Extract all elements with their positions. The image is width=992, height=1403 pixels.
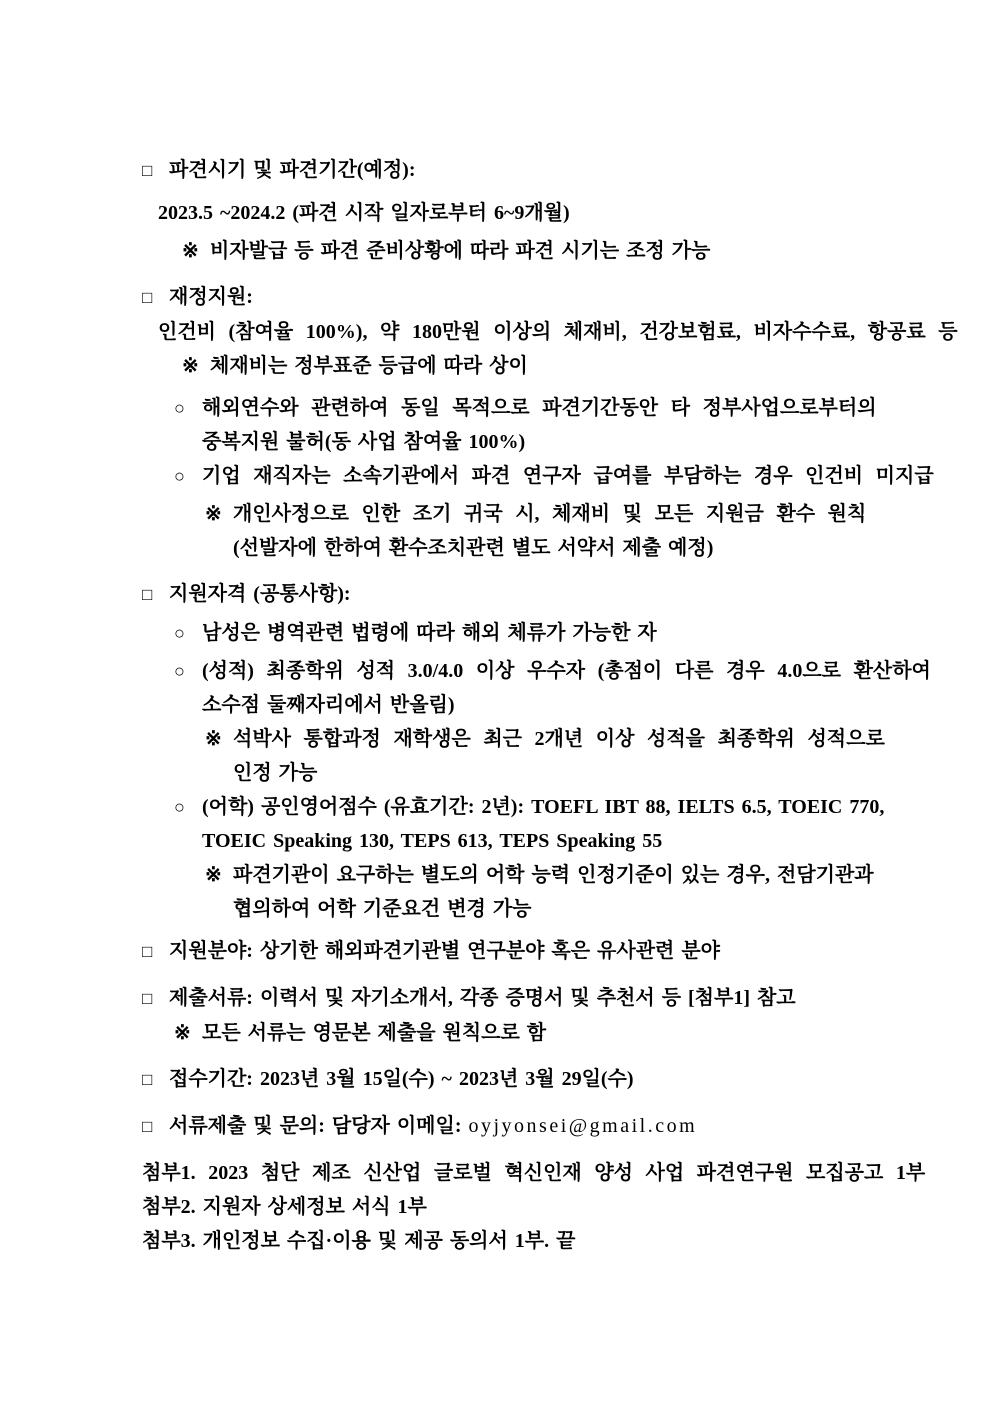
attachment-1-text: 첨부1. 2023 첨단 제조 신산업 글로벌 혁신인재 양성 사업 파견연구원 모집공고 1부: [142, 1162, 926, 1184]
bullet-square: □: [142, 288, 153, 307]
line-recognition-text: 인정 가능: [233, 762, 318, 784]
line-gpa-rounding-text: 소수점 둘째자리에서 반올림): [202, 694, 455, 716]
note-stay-expense-text: 체재비는 정부표준 등급에 따라 상이: [210, 355, 528, 377]
heading-qualification: [142, 577, 864, 612]
item-company-employee-text: 기업 재직자는 소속기관에서 파견 연구자 급여를 부담하는 경우 인건비 미지급: [202, 465, 934, 487]
heading-contact: [142, 1109, 864, 1144]
line-dispatch-dates-text: 2023.5 ~2024.2 (파견 시작 일자로부터 6~9개월): [158, 202, 570, 224]
contact-email: oyjyonsei@gmail.com: [468, 1115, 698, 1137]
item-overseas-training: [174, 391, 877, 425]
item-language-text: (어학) 공인영어점수 (유효기간: 2년): TOEFL IBT 88, IELTS 6.5, TOEIC 770,: [202, 796, 885, 818]
item-language: [174, 790, 885, 824]
bullet-reference-mark: ※: [205, 864, 222, 886]
heading-dispatch-period: [142, 153, 864, 188]
note-language-exception-text: 파견기관이 요구하는 별도의 어학 능력 인정기준이 있는 경우, 전담기관과: [233, 864, 874, 886]
heading-financial-support: [142, 280, 864, 315]
bullet-circle: ○: [174, 466, 185, 486]
note-stay-expense: [182, 349, 864, 383]
line-language-change-text: 협의하여 어학 기준요건 변경 가능: [233, 898, 532, 920]
note-integrated-course-text: 석박사 통합과정 재학생은 최근 2개년 이상 성적을 최종학위 성적으로: [233, 728, 885, 750]
bullet-square: □: [142, 1070, 153, 1089]
item-military-service-text: 남성은 병역관련 법령에 따라 해외 체류가 가능한 자: [202, 622, 657, 644]
item-military-service: [174, 616, 864, 650]
bullet-square: □: [142, 989, 153, 1008]
note-language-exception: [205, 858, 874, 892]
line-duplicate-support: [202, 425, 864, 459]
heading-dispatch-period-text: 파견시기 및 파견기간(예정):: [169, 159, 416, 181]
line-dispatch-dates: [158, 196, 864, 230]
bullet-circle: ○: [174, 797, 185, 817]
line-pledge: [233, 531, 864, 565]
bullet-square: □: [142, 1117, 153, 1136]
note-english-docs-text: 모든 서류는 영문본 제출을 원칙으로 함: [202, 1022, 547, 1044]
bullet-reference-mark: ※: [205, 503, 222, 525]
item-gpa-text: (성적) 최종학위 성적 3.0/4.0 이상 우수자 (총점이 다른 경우 4.0으로 환산하여: [202, 660, 931, 682]
note-integrated-course: [205, 722, 885, 756]
note-visa-adjustment-text: 비자발급 등 파견 준비상황에 따라 파견 시기는 조정 가능: [210, 240, 711, 262]
heading-application-field: [142, 934, 864, 969]
line-language-scores-text: TOEIC Speaking 130, TEPS 613, TEPS Speaking 55: [202, 830, 663, 852]
bullet-circle: ○: [174, 623, 185, 643]
line-personnel-cost-text: 인건비 (참여율 100%), 약 180만원 이상의 체재비, 건강보험료, 비자수수료, 항공료 등: [158, 321, 958, 343]
line-pledge-text: (선발자에 한하여 환수조치관련 별도 서약서 제출 예정): [233, 537, 714, 559]
bullet-circle: ○: [174, 398, 185, 418]
line-recognition: [233, 756, 864, 790]
heading-contact-text: 서류제출 및 문의: 담당자 이메일:: [169, 1115, 469, 1137]
bullet-square: □: [142, 161, 153, 180]
heading-qualification-text: 지원자격 (공통사항):: [169, 583, 351, 605]
item-company-employee: [174, 459, 934, 493]
bullet-reference-mark: ※: [182, 240, 199, 262]
item-overseas-training-text: 해외연수와 관련하여 동일 목적으로 파견기간동안 타 정부사업으로부터의: [202, 397, 877, 419]
attachment-1: [142, 1156, 926, 1190]
bullet-square: □: [142, 585, 153, 604]
line-personnel-cost: [158, 315, 958, 349]
bullet-square: □: [142, 942, 153, 961]
bullet-reference-mark: ※: [182, 355, 199, 377]
document-body: [142, 153, 958, 1258]
note-early-return-text: 개인사정으로 인한 조기 귀국 시, 체재비 및 모든 지원금 환수 원칙: [233, 503, 867, 525]
bullet-circle: ○: [174, 661, 185, 681]
heading-application-period: [142, 1062, 864, 1097]
attachment-3: [142, 1224, 864, 1258]
attachment-2-text: 첨부2. 지원자 상세정보 서식 1부: [142, 1196, 427, 1218]
line-gpa-rounding: [202, 688, 864, 722]
note-english-docs: [174, 1016, 864, 1050]
attachment-3-text: 첨부3. 개인정보 수집·이용 및 제공 동의서 1부. 끝: [142, 1230, 576, 1252]
heading-documents: [142, 981, 864, 1016]
heading-financial-support-text: 재정지원:: [169, 286, 253, 308]
attachment-2: [142, 1190, 864, 1224]
bullet-reference-mark: ※: [174, 1022, 191, 1044]
note-visa-adjustment: [182, 234, 864, 268]
line-language-scores: [202, 824, 864, 858]
bullet-reference-mark: ※: [205, 728, 222, 750]
heading-application-field-text: 지원분야: 상기한 해외파견기관별 연구분야 혹은 유사관련 분야: [169, 940, 720, 962]
line-duplicate-support-text: 중복지원 불허(동 사업 참여율 100%): [202, 431, 526, 453]
line-language-change: [233, 892, 864, 926]
note-early-return: [205, 497, 867, 531]
heading-documents-text: 제출서류: 이력서 및 자기소개서, 각종 증명서 및 추천서 등 [첨부1] 참고: [169, 987, 796, 1009]
heading-application-period-text: 접수기간: 2023년 3월 15일(수) ~ 2023년 3월 29일(수): [169, 1068, 634, 1090]
item-gpa: [174, 654, 931, 688]
